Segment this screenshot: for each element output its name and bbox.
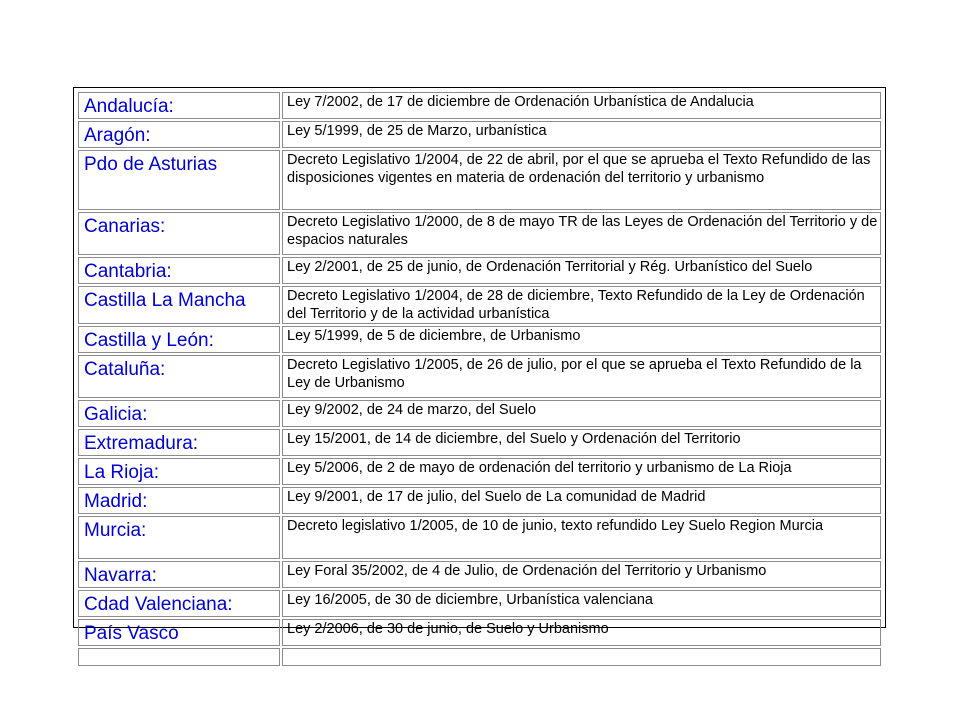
region-name: La Rioja: — [84, 462, 159, 483]
law-cell — [282, 326, 881, 353]
law-text: Ley Foral 35/2002, de 4 de Julio, de Ordenación del Territorio y Urbanismo — [287, 563, 767, 579]
table-row — [78, 286, 881, 324]
law-cell — [282, 619, 881, 646]
law-text: Decreto Legislativo 1/2004, de 22 de abril, por el que se aprueba el Texto Refundido de las disposiciones vigentes en materia de ordenación del territorio y urbanismo — [287, 152, 871, 186]
law-text: Ley 16/2005, de 30 de diciembre, Urbanística valenciana — [287, 592, 653, 608]
law-cell — [282, 561, 881, 588]
region-name: Castilla y León: — [84, 330, 214, 351]
region-cell — [78, 516, 280, 559]
law-cell — [282, 516, 881, 559]
table-row — [78, 590, 881, 617]
law-cell — [282, 257, 881, 284]
table-row — [78, 619, 881, 646]
table-row — [78, 561, 881, 588]
law-cell — [282, 355, 881, 398]
law-cell — [282, 212, 881, 255]
table-row — [78, 516, 881, 559]
region-name — [79, 649, 279, 652]
law-cell — [282, 400, 881, 427]
table-row — [78, 648, 881, 666]
table-row — [78, 429, 881, 456]
region-cell — [78, 355, 280, 398]
region-name: Cdad Valenciana: — [84, 594, 233, 615]
region-name: Pdo de Asturias — [84, 154, 218, 175]
table-body — [78, 92, 881, 666]
law-cell — [282, 286, 881, 324]
region-cell — [78, 150, 280, 210]
table-row — [78, 487, 881, 514]
law-cell — [282, 590, 881, 617]
region-cell — [78, 212, 280, 255]
law-cell — [282, 458, 881, 485]
law-cell — [282, 92, 881, 119]
law-cell — [282, 648, 881, 666]
table-row — [78, 400, 881, 427]
table-row — [78, 92, 881, 119]
law-cell — [282, 150, 881, 210]
law-cell — [282, 429, 881, 456]
region-name: Canarias: — [84, 216, 166, 237]
region-name: País Vasco — [84, 623, 179, 644]
region-cell — [78, 487, 280, 514]
region-cell — [78, 561, 280, 588]
law-cell — [282, 121, 881, 148]
region-cell — [78, 92, 280, 119]
table-row — [78, 355, 881, 398]
region-cell — [78, 286, 280, 324]
region-name: Aragón: — [84, 125, 151, 146]
region-name: Cataluña: — [84, 359, 166, 380]
law-text: Ley 2/2001, de 25 de junio, de Ordenación Territorial y Rég. Urbanístico del Suelo — [287, 259, 813, 275]
region-name: Cantabria: — [84, 261, 172, 282]
law-text: Ley 9/2002, de 24 de marzo, del Suelo — [287, 402, 537, 418]
region-name: Castilla La Mancha — [84, 290, 246, 311]
law-text: Ley 5/1999, de 25 de Marzo, urbanística — [287, 123, 547, 139]
law-text: Ley 2/2006, de 30 de junio, de Suelo y Urbanismo — [287, 621, 609, 637]
region-cell — [78, 326, 280, 353]
law-text: Decreto legislativo 1/2005, de 10 de junio, texto refundido Ley Suelo Region Murcia — [287, 518, 824, 534]
law-text: Decreto Legislativo 1/2000, de 8 de mayo TR de las Leyes de Ordenación del Territorio y de espacios naturales — [287, 214, 878, 248]
law-text: Ley 5/2006, de 2 de mayo de ordenación del territorio y urbanismo de La Rioja — [287, 460, 792, 476]
law-text: Decreto Legislativo 1/2005, de 26 de julio, por el que se aprueba el Texto Refundido de la Ley de Urbanismo — [287, 357, 862, 391]
region-cell — [78, 590, 280, 617]
region-cell — [78, 429, 280, 456]
law-text — [283, 649, 880, 650]
region-cell — [78, 648, 280, 666]
region-cell — [78, 400, 280, 427]
region-name: Andalucía: — [84, 96, 174, 117]
table-row — [78, 150, 881, 210]
table-row — [78, 326, 881, 353]
region-cell — [78, 257, 280, 284]
table-row — [78, 212, 881, 255]
law-text: Ley 9/2001, de 17 de julio, del Suelo de La comunidad de Madrid — [287, 489, 706, 505]
region-cell — [78, 458, 280, 485]
table-frame — [73, 87, 886, 644]
table-row — [78, 458, 881, 485]
law-text: Ley 7/2002, de 17 de diciembre de Ordenación Urbanística de Andalucia — [287, 94, 754, 110]
table-row — [78, 257, 881, 284]
law-cell — [282, 487, 881, 514]
law-text: Ley 15/2001, de 14 de diciembre, del Suelo y Ordenación del Territorio — [287, 431, 741, 447]
region-name: Madrid: — [84, 491, 148, 512]
region-name: Extremadura: — [84, 433, 199, 454]
region-name: Galicia: — [84, 404, 148, 425]
region-cell — [78, 619, 280, 646]
law-text: Ley 5/1999, de 5 de diciembre, de Urbanismo — [287, 328, 581, 344]
region-cell — [78, 121, 280, 148]
table-row — [78, 121, 881, 148]
region-name: Murcia: — [84, 520, 147, 541]
urban-planning-laws-table — [76, 90, 883, 668]
region-name: Navarra: — [84, 565, 157, 586]
law-text: Decreto Legislativo 1/2004, de 28 de diciembre, Texto Refundido de la Ley de Ordenación del Territorio y de la actividad urbanística — [287, 288, 865, 322]
